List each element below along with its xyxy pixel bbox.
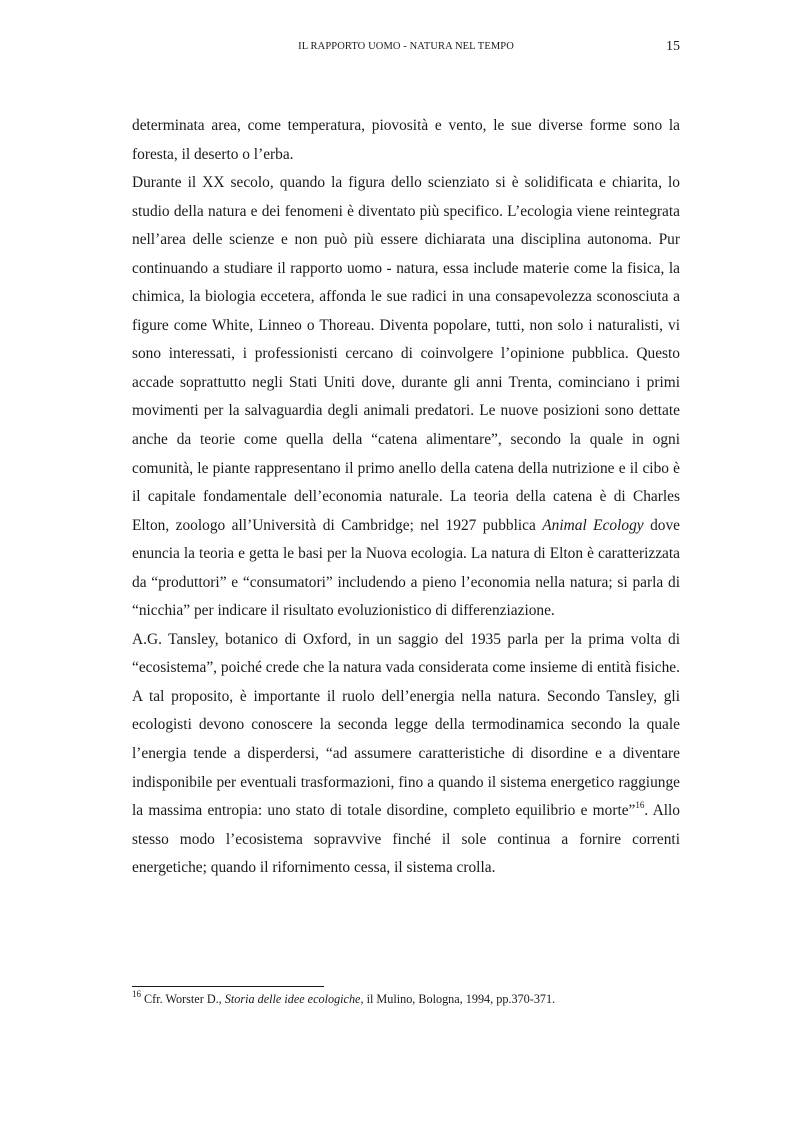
footnote-number: 16 — [132, 988, 141, 999]
running-title: IL RAPPORTO UOMO - NATURA NEL TEMPO — [298, 41, 514, 52]
footnote-divider — [132, 986, 324, 987]
footnote-suffix: , il Mulino, Bologna, 1994, pp.370-371. — [360, 992, 556, 1006]
paragraph-2-rest: dove enuncia la teoria e getta le basi per la Nuova ecologia. La natura di Elton è caratterizzata da “produttori” e “consumatori” includendo a pieno l’economia nella natura; si parla di “nicchia” per indicare il risultato evoluzionistico di differenziazione. — [132, 516, 680, 620]
footnote-book-title: Storia delle idee ecologiche — [224, 992, 361, 1006]
paragraph-2 — [132, 169, 680, 626]
footnote-reference[interactable]: 16 — [635, 800, 645, 810]
footnote-prefix: Cfr. Worster D., — [144, 992, 222, 1006]
body-text — [132, 112, 680, 883]
book-title-animal-ecology: Animal Ecology — [542, 516, 644, 534]
paragraph-3-text: A.G. Tansley, botanico di Oxford, in un saggio del 1935 parla per la prima volta di “ecosistema”, poiché crede che la natura vada considerata come insieme di entità fisiche. A tal proposito, è importante il ruolo dell’energia nella natura. Secondo Tansley, gli ecologisti devono conoscere la seconda legge della termodinamica secondo la quale l’energia tende a disperdersi, “ad assumere caratteristiche di disordine e a diventare indisponibile per eventuali trasformazioni, fino a quando il sistema energetico raggiunge la massima entropia: uno stato di totale disordine, completo equilibrio e morte” — [132, 630, 680, 820]
running-header — [132, 39, 680, 59]
footnote — [132, 988, 680, 1007]
paragraph-1: determinata area, come temperatura, piovosità e vento, le sue diverse forme sono la foresta, il deserto o l’erba. — [132, 117, 680, 163]
paragraph-3 — [132, 626, 680, 883]
page-number: 15 — [666, 39, 680, 54]
paragraph-2-text: Durante il XX secolo, quando la figura dello scienziato si è solidificata e chiarita, lo studio della natura e dei fenomeni è diventato più specifico. L’ecologia viene reintegrata nell’area delle scienze e non può più essere dichiarata una disciplina autonoma. Pur continuando a studiare il rapporto uomo - natura, essa include materie come la fisica, la chimica, la biologia eccetera, affonda le sue radici in una consapevolezza sconosciuta a figure come White, Linneo o Thoreau. Diventa popolare, tutti, non solo i naturalisti, vi sono interessati, i professionisti cercano di coinvolgere l’opinione pubblica. Questo accade soprattutto negli Stati Uniti dove, durante gli anni Trenta, cominciano i primi movimenti per la salvaguardia degli animali predatori. Le nuove posizioni sono dettate anche da teorie come quella della “catena alimentare”, secondo la quale in ogni comunità, le piante rappresentano il primo anello della catena della nutrizione e il cibo è il capitale fondamentale dell’economia naturale. La teoria della catena è di Charles Elton, zoologo all’Università di Cambridge; nel 1927 pubblica — [132, 174, 680, 534]
paragraph-3-rest: . Allo stesso modo l’ecosistema sopravvive finché il sole continua a fornire correnti energetiche; quando il rifornimento cessa, il sistema crolla. — [132, 802, 680, 877]
